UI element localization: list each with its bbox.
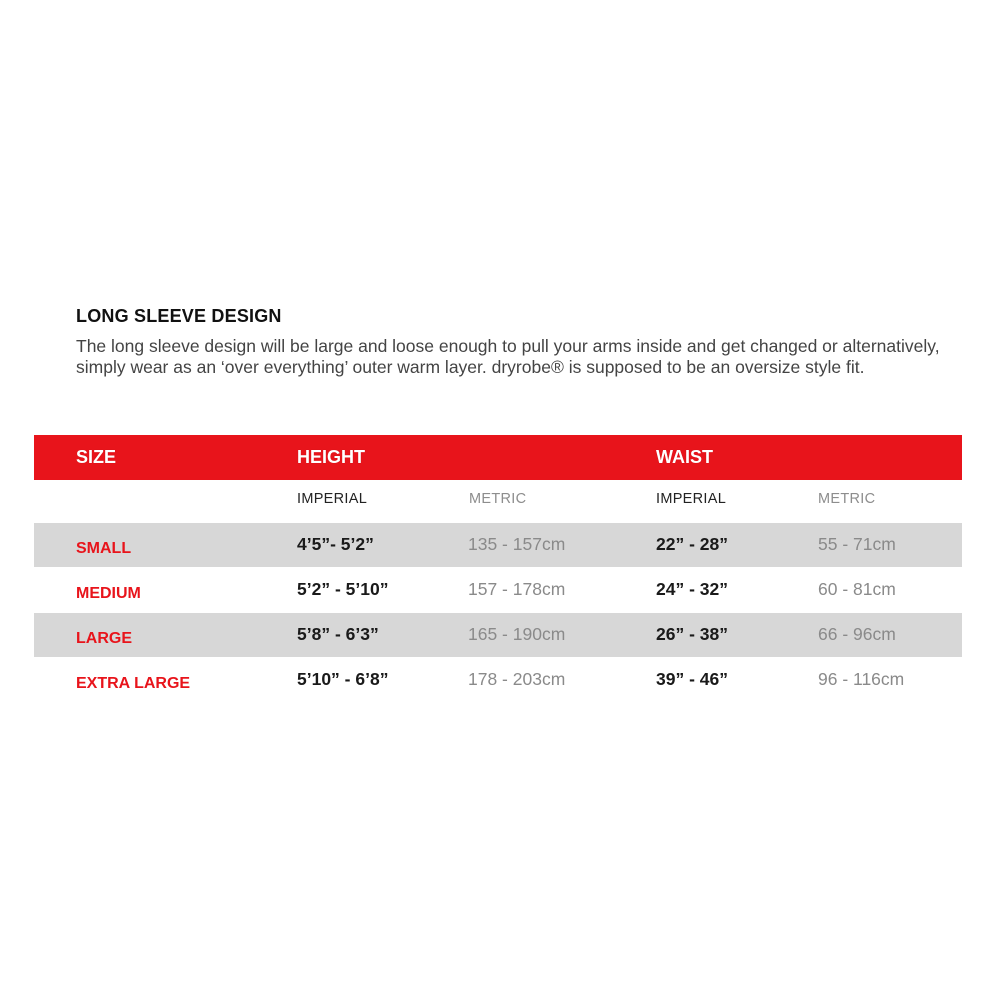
waist-imperial-value: 24” - 32”	[656, 579, 728, 599]
subheader-waist-imperial: IMPERIAL	[656, 491, 727, 507]
waist-metric-value: 60 - 81cm	[818, 579, 896, 599]
subheader-height-imperial: IMPERIAL	[297, 491, 368, 507]
header-size: SIZE	[76, 447, 117, 467]
header-height: HEIGHT	[297, 447, 366, 467]
waist-imperial-value: 22” - 28”	[656, 534, 728, 554]
waist-imperial-value: 26” - 38”	[656, 624, 728, 644]
waist-imperial-value: 39” - 46”	[656, 669, 728, 689]
height-metric-value: 178 - 203cm	[468, 669, 566, 689]
table-header-bar	[34, 435, 962, 480]
height-imperial-value: 4’5”- 5’2”	[297, 534, 374, 554]
height-imperial-value: 5’8” - 6’3”	[297, 624, 379, 644]
table-row	[34, 658, 962, 702]
waist-metric-value: 66 - 96cm	[818, 624, 896, 644]
subheader-height-metric: METRIC	[469, 491, 527, 507]
size-label: SMALL	[76, 540, 132, 557]
size-label: LARGE	[76, 630, 132, 647]
table-row	[34, 523, 962, 567]
section-title: LONG SLEEVE DESIGN	[76, 306, 282, 326]
height-imperial-value: 5’2” - 5’10”	[297, 579, 389, 599]
waist-metric-value: 96 - 116cm	[818, 669, 905, 689]
table-row	[34, 613, 962, 657]
size-label: EXTRA LARGE	[76, 675, 191, 692]
size-label: MEDIUM	[76, 585, 141, 602]
waist-metric-value: 55 - 71cm	[818, 534, 896, 554]
height-metric-value: 165 - 190cm	[468, 624, 566, 644]
section-description: The long sleeve design will be large and loose enough to pull your arms inside and get changed or alternatively, simply wear as an ‘over everything’ outer warm layer. dryrobe® is supposed to be an oversize style fit.	[76, 336, 940, 377]
header-waist: WAIST	[656, 447, 713, 467]
table-row	[34, 568, 962, 612]
height-imperial-value: 5’10” - 6’8”	[297, 669, 389, 689]
subheader-waist-metric: METRIC	[818, 491, 876, 507]
height-metric-value: 135 - 157cm	[468, 534, 566, 554]
height-metric-value: 157 - 178cm	[468, 579, 566, 599]
